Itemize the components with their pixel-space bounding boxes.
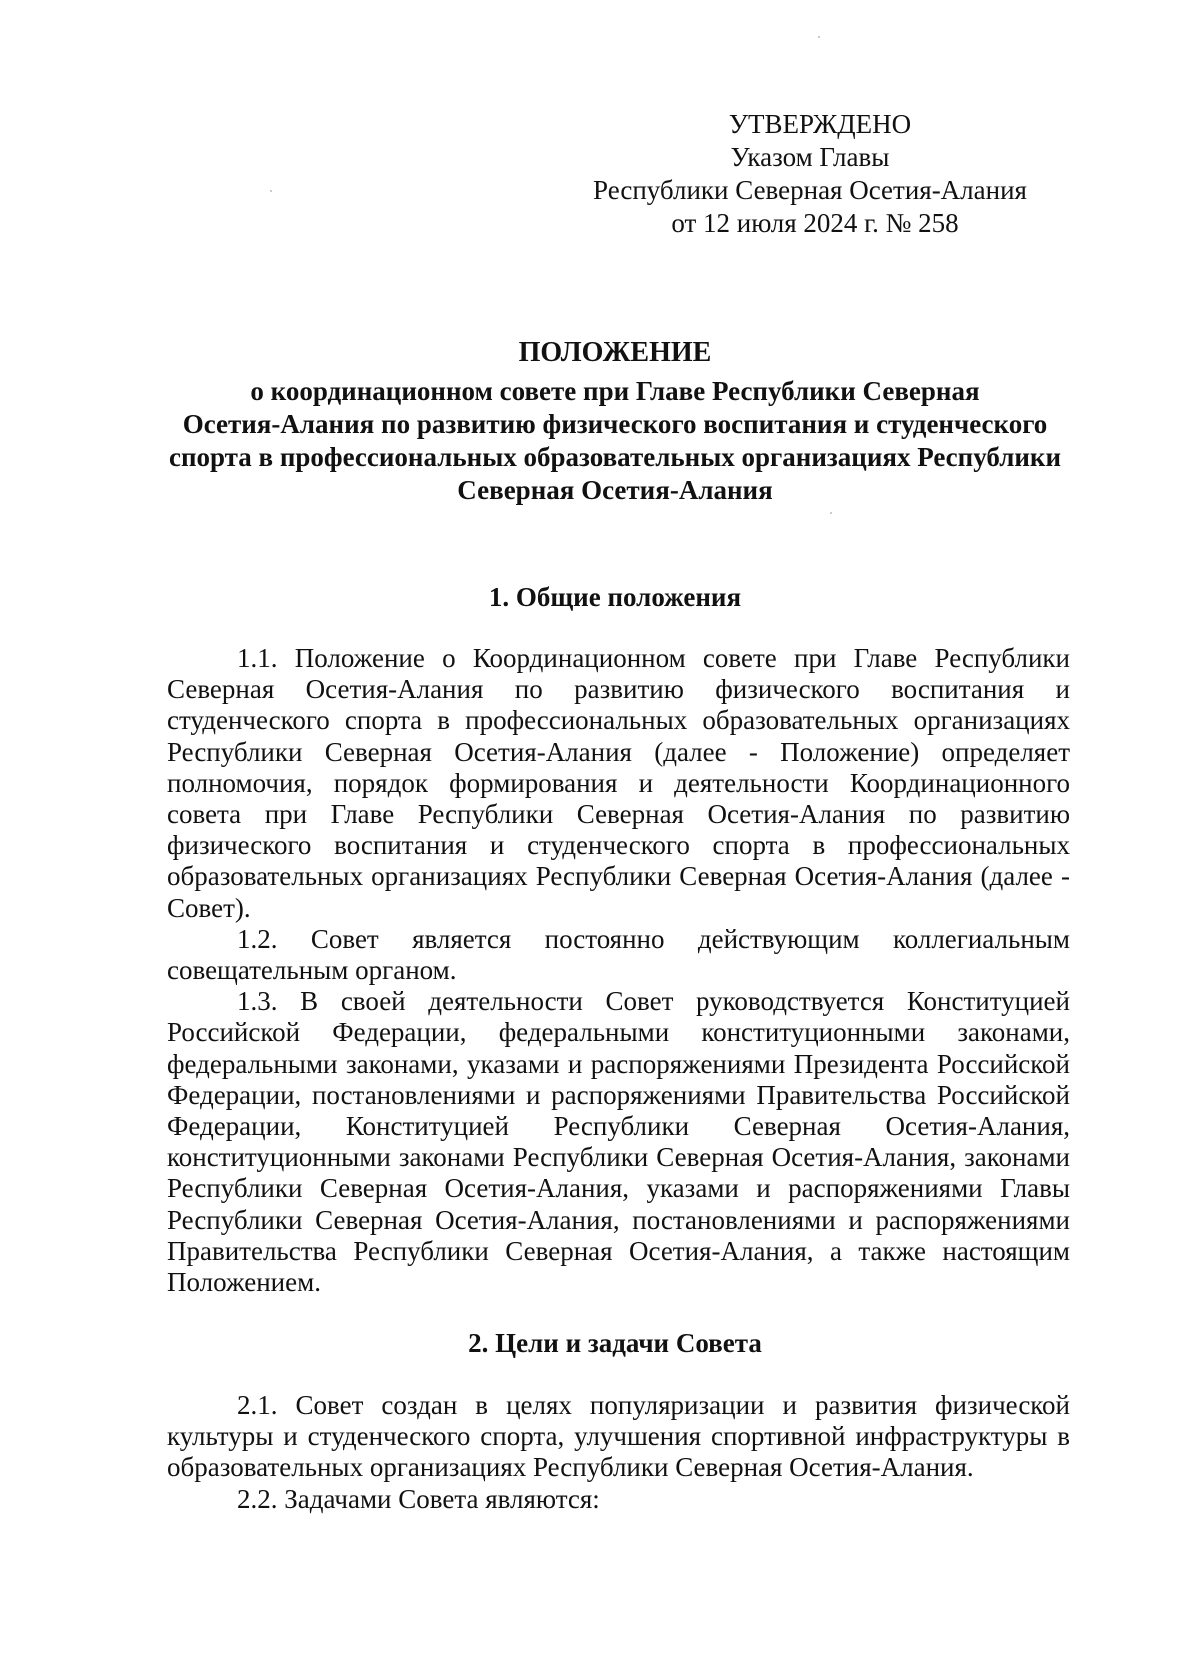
document-title-line: Осетия-Алания по развитию физического воспитания и студенческого xyxy=(182,409,1048,439)
paragraph-1-2: 1.2. Совет является постоянно действующим коллегиальным совещательным органом. xyxy=(167,923,1070,986)
scan-speck xyxy=(270,190,272,192)
section-goals-body xyxy=(167,1390,1070,1515)
approval-date-number: от 12 июля 2024 г. № 258 xyxy=(671,208,959,238)
document-title xyxy=(150,336,1080,507)
approval-approved: УТВЕРЖДЕНО xyxy=(728,109,912,139)
scan-speck xyxy=(818,36,820,38)
paragraph-2-1: 2.1. Совет создан в целях популяризации и развития физической культуры и студенческого спорта, улучшения спортивной инфраструктуры в образовательных организациях Республики Северная Осетия-Алания. xyxy=(167,1390,1070,1483)
approval-republic: Республики Северная Осетия-Алания xyxy=(593,175,1027,205)
section-general-body xyxy=(167,643,1070,1298)
document-title-line: Северная Осетия-Алания xyxy=(457,475,773,505)
paragraph-2-2: 2.2. Задачами Совета являются: xyxy=(237,1483,600,1514)
paragraph-1-1: 1.1. Положение о Координационном совете при Главе Республики Северная Осетия-Алания по развитию физического воспитания и студенческого спорта в профессиональных образовательных организациях Республики Северная Осетия-Алания (далее - Положение) определяет полномочия, порядок формирования и деятельности Координационного совета при Главе Республики Северная Осетия-Алания по развитию физического воспитания и студенческого спорта в профессиональных образовательных организациях Республики Северная Осетия-Алания (далее - Совет). xyxy=(167,643,1070,923)
section-heading-goals: 2. Цели и задачи Совета xyxy=(468,1328,762,1358)
approval-stamp xyxy=(560,108,1060,240)
paragraph-1-3: 1.3. В своей деятельности Совет руководствуется Конституцией Российской Федерации, федеральными конституционными законами, федеральными законами, указами и распоряжениями Президента Российской Федерации, постановлениями и распоряжениями Правительства Российской Федерации, Конституцией Республики Северная Осетия-Алания, конституционными законами Республики Северная Осетия-Алания, законами Республики Северная Осетия-Алания, указами и распоряжениями Главы Республики Северная Осетия-Алания, постановлениями и распоряжениями Правительства Республики Северная Осетия-Алания, а также настоящим Положением. xyxy=(167,986,1070,1298)
approval-by-decree: Указом Главы xyxy=(730,142,890,172)
section-heading-general: 1. Общие положения xyxy=(488,582,742,612)
document-title-line: спорта в профессиональных образовательных организациях Республики xyxy=(168,442,1062,472)
scan-speck xyxy=(830,512,832,514)
document-title-heading: ПОЛОЖЕНИЕ xyxy=(518,337,712,368)
document-title-line: о координационном совете при Главе Республики Северная xyxy=(250,376,980,406)
